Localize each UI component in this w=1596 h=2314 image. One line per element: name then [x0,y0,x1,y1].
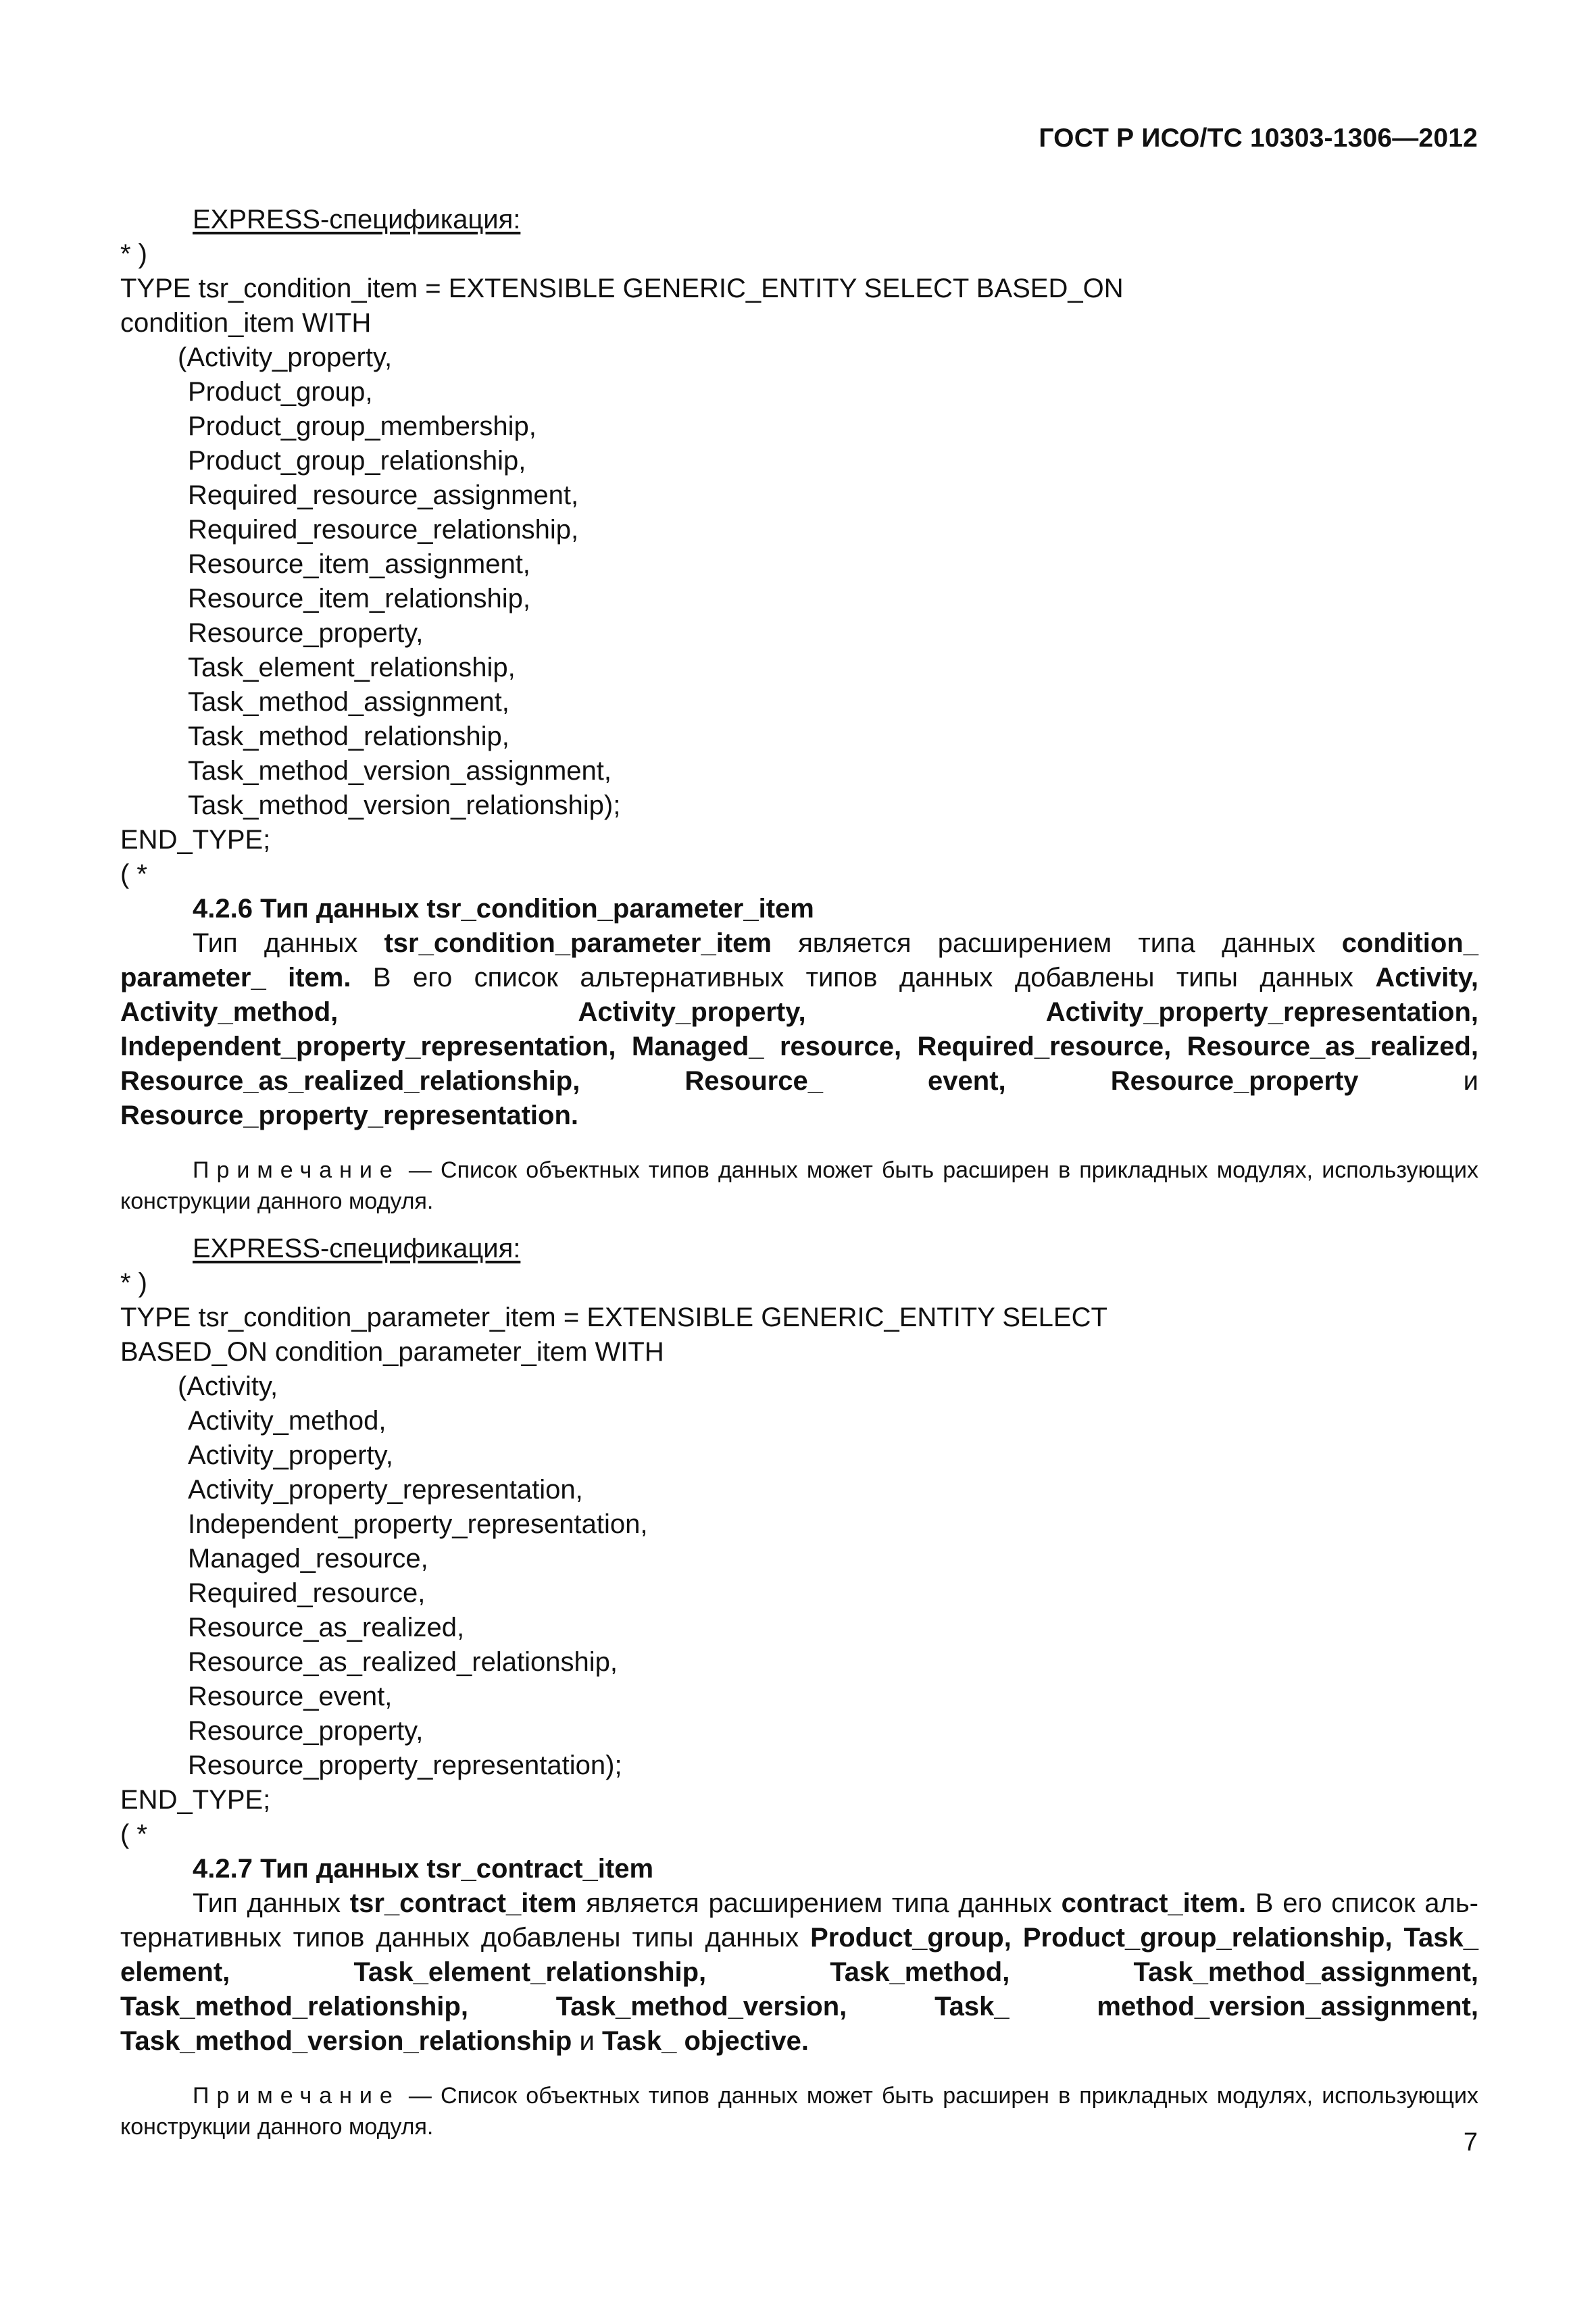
select-item: Resource_item_relationship, [188,584,530,613]
select-item: Resource_item_assignment, [188,549,530,579]
select-item: Task_method_assignment, [188,687,509,717]
paragraph-text: В его список аль-тернативных типов данных добавлены типы данных [120,1888,1479,1953]
select-item: Task_method_version_assignment, [188,756,612,786]
paragraph-text: Тип данных [193,928,384,958]
select-item: Independent_property_representation, [188,1509,648,1539]
comment-close-marker: * ) [120,1268,147,1298]
type-name: Resource_property_representation. [120,1101,579,1130]
note [120,2080,1478,2142]
type-name: Task_ objective. [601,2026,809,2056]
select-item: Task_method_relationship, [188,722,509,751]
page-content [120,203,1478,2157]
note-label: Примечание [193,2083,400,2109]
select-item: Required_resource_relationship, [188,515,579,545]
select-item: Task_method_version_relationship); [188,790,621,820]
comment-open-marker: ( * [120,1819,147,1849]
section-heading: 4.2.7 Тип данных tsr_contract_item [193,1854,654,1884]
section-paragraph [120,1886,1478,2059]
note-text: — Список объектных типов данных может быть расширен в прикладных модулях, использующих конструкции данного модуля. [120,1157,1478,1214]
comment-open-marker: ( * [120,859,147,889]
note-label: Примечание [193,1157,400,1183]
select-item: Resource_property, [188,1716,424,1746]
document-header: ГОСТ Р ИСО/ТС 10303-1306—2012 [1039,124,1478,153]
paragraph-text: является расширением типа данных [576,1888,1062,1918]
select-item: Product_group, [188,377,373,407]
paragraph-text: В его список альтернативных типов данных добавлены типы данных [351,963,1376,992]
select-item: Resource_as_realized_relationship, [188,1647,618,1677]
type-name: tsr_contract_item [349,1888,577,1918]
note [120,1155,1478,1217]
select-item: Activity_property, [188,1440,393,1470]
type-declaration-line: condition_item WITH [120,308,372,338]
type-list: Activity, Activity_method, Activity_property, Activity_property_representation, Independent_property_representation, Managed_ resource, Required_resource, Resource_as_realized, Resource_as_realized_relationship, Resource_ event, Resource_property [120,963,1478,1096]
select-item: Resource_event, [188,1682,393,1711]
select-item: Activity_method, [188,1406,386,1436]
type-declaration-line: TYPE tsr_condition_item = EXTENSIBLE GENERIC_ENTITY SELECT BASED_ON [120,274,1124,303]
end-type-line: END_TYPE; [120,825,271,855]
select-item: Managed_resource, [188,1544,428,1574]
select-item: Resource_as_realized, [188,1613,465,1642]
type-declaration-line: TYPE tsr_condition_parameter_item = EXTENSIBLE GENERIC_ENTITY SELECT [120,1303,1107,1332]
express-spec-label: EXPRESS-спецификация: [193,1234,521,1263]
select-item: Product_group_relationship, [188,446,526,476]
express-spec-label: EXPRESS-спецификация: [193,205,521,234]
type-declaration-line: BASED_ON condition_parameter_item WITH [120,1337,664,1367]
select-item: Task_element_relationship, [188,653,516,682]
page-number: 7 [1463,2128,1478,2157]
select-item: Resource_property_representation); [188,1751,622,1780]
select-item: (Activity, [178,1372,278,1401]
paragraph-text: и [1358,1066,1478,1096]
select-item: Activity_property_representation, [188,1475,583,1505]
paragraph-text: Тип данных [193,1888,350,1918]
note-text: — Список объектных типов данных может быть расширен в прикладных модулях, использующих конструкции данного модуля. [120,2083,1478,2140]
type-name: contract_item. [1061,1888,1246,1918]
select-item: Required_resource, [188,1578,426,1608]
type-list: Product_group, Product_group_relationship, Task_ element, Task_element_relationship, Task_method, Task_method_assignment, Task_method_relationship, Task_method_version, Task_ method_version_assignment, Task_method_version_relationship [120,1923,1478,2056]
paragraph-text: и [572,2026,602,2056]
select-item: Resource_property, [188,618,424,648]
comment-close-marker: * ) [120,239,147,269]
type-name: condition_ parameter_ item. [120,928,1478,992]
section-paragraph [120,926,1478,1133]
paragraph-text: является расширением типа данных [771,928,1342,958]
select-item: Required_resource_assignment, [188,480,579,510]
section-heading: 4.2.6 Тип данных tsr_condition_parameter_item [193,894,814,924]
select-item: (Activity_property, [178,343,393,372]
select-item: Product_group_membership, [188,411,537,441]
type-name: tsr_condition_parameter_item [384,928,772,958]
end-type-line: END_TYPE; [120,1785,271,1815]
